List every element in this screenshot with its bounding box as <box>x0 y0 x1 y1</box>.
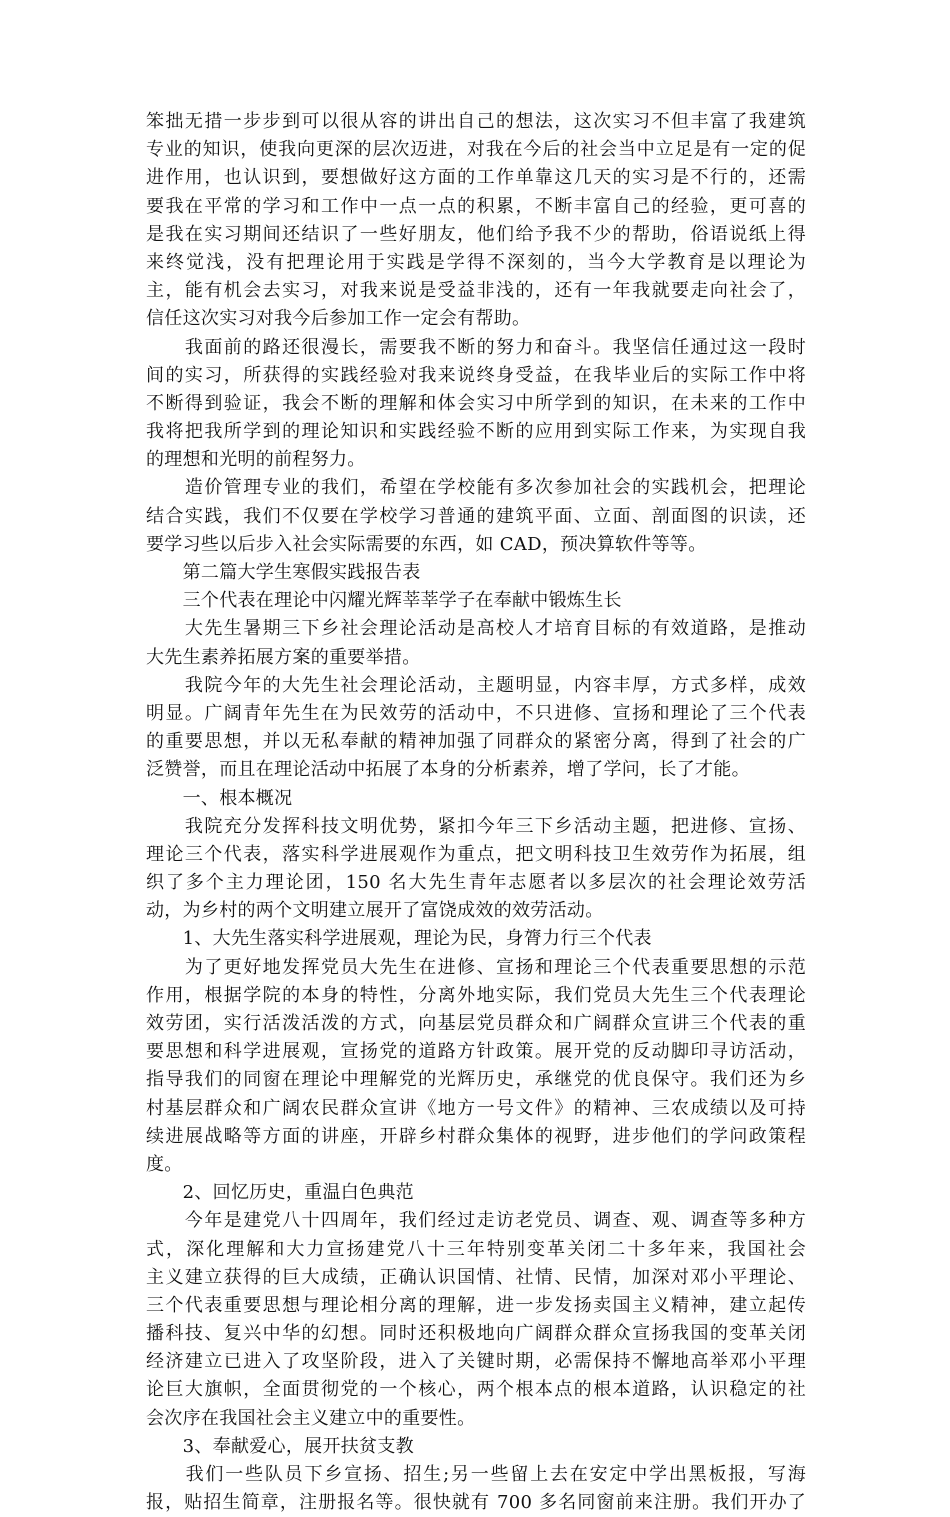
text-line: 三个代表在理论中闪耀光辉莘莘学子在奉献中锻炼生长 <box>146 590 622 612</box>
paragraph <box>146 1433 806 1461</box>
text-line: 要学习些以后步入社会实际需要的东西，如 CAD，预决算软件等等。 <box>146 533 707 555</box>
text-line: 一、根本概况 <box>146 787 293 809</box>
text-line: 结合实践，我们不仅要在学校学习普通的建筑平面、立面、剖面图的识读，还 <box>146 505 806 527</box>
text-line: 大先生暑期三下乡社会理论活动是高校人才培育目标的有效道路，是推动 <box>146 618 806 640</box>
paragraph <box>146 1179 806 1207</box>
text-line: 指导我们的同窗在理论中理解党的光辉历史，承继党的优良保守。我们还为乡 <box>146 1069 806 1091</box>
text-line: 报，贴招生简章，注册报名等。很快就有 700 多名同窗前来注册。我们开办了 <box>146 1492 806 1514</box>
text-line: 今年是建党八十四周年，我们经过走访老党员、调查、观、调查等多种方 <box>146 1210 806 1232</box>
text-line: 动，为乡村的两个文明建立展开了富饶成效的效劳活动。 <box>146 900 604 922</box>
paragraph <box>146 587 806 615</box>
text-line: 大先生素养拓展方案的重要举措。 <box>146 646 421 668</box>
paragraph <box>146 813 806 926</box>
text-line: 我院今年的大先生社会理论活动，主题明显，内容丰厚，方式多样，成效 <box>146 674 806 696</box>
text-line: 三个代表重要思想与理论相分离的理解，进一步发扬卖国主义精神，建立起传 <box>146 1294 806 1316</box>
text-line: 续进展战略等方面的讲座，开辟乡村群众集体的视野，进步他们的学问政策程 <box>146 1125 806 1147</box>
text-line: 的重要思想，并以无私奉献的精神加强了同群众的紧密分离，得到了社会的广 <box>146 731 806 753</box>
text-line: 要思想和科学进展观，宣扬党的道路方针政策。展开党的反动脚印寻访活动， <box>146 1041 806 1063</box>
text-line: 我院充分发挥科技文明优势，紧扣今年三下乡活动主题，把进修、宣扬、 <box>146 815 806 837</box>
text-line: 作用，根据学院的本身的特性，分离外地实际，我们党员大先生三个代表理论 <box>146 984 806 1006</box>
text-line: 会次序在我国社会主义建立中的重要性。 <box>146 1407 476 1429</box>
text-line: 式，深化理解和大力宣扬建党八十三年特别变革关闭二十多年来，我国社会 <box>146 1238 806 1260</box>
text-line: 我将把我所学到的理论知识和实践经验不断的应用到实际工作来，为实现自我 <box>146 421 806 443</box>
text-line: 是我在实习期间还结识了一些好朋友，他们给予我不少的帮助，俗语说纸上得 <box>146 223 806 245</box>
text-line: 来终觉浅，没有把理论用于实践是学得不深刻的，当今大学教育是以理论为 <box>146 251 806 273</box>
paragraph <box>146 615 806 671</box>
text-line: 第二篇大学生寒假实践报告表 <box>146 562 421 583</box>
paragraph <box>146 785 806 813</box>
text-line: 明显。广阔青年先生在为民效劳的活动中，不只进修、宣扬和理论了三个代表 <box>146 702 806 724</box>
paragraph <box>146 559 806 587</box>
text-line: 间的实习，所获得的实践经验对我来说终身受益，在我毕业后的实际工作中将 <box>146 364 806 386</box>
text-line: 专业的知识，使我向更深的层次迈进，对我在今后的社会当中立足是有一定的促 <box>146 139 806 161</box>
text-line: 主，能有机会去实习，对我来说是受益非浅的，还有一年我就要走向社会了， <box>146 280 806 302</box>
document-body <box>146 108 806 1517</box>
paragraph <box>146 1461 806 1517</box>
text-line: 经济建立已进入了攻坚阶段，进入了关键时期，必需保持不懈地高举邓小平理 <box>146 1351 806 1373</box>
text-line: 造价管理专业的我们，希望在学校能有多次参加社会的实践机会，把理论 <box>146 477 806 499</box>
text-line: 的理想和光明的前程努力。 <box>146 449 366 471</box>
text-line: 进作用，也认识到，要想做好这方面的工作单靠这几天的实习是不行的，还需 <box>146 167 806 189</box>
text-line: 2、回忆历史，重温白色典范 <box>146 1182 414 1204</box>
text-line: 我面前的路还很漫长，需要我不断的努力和奋斗。我坚信任通过这一段时 <box>146 336 806 358</box>
text-line: 1、大先生落实科学进展观，理论为民，身膂力行三个代表 <box>146 928 652 950</box>
paragraph <box>146 672 806 785</box>
paragraph <box>146 925 806 953</box>
text-line: 织了多个主力理论团，150 名大先生青年志愿者以多层次的社会理论效劳活 <box>146 872 806 894</box>
text-line: 村基层群众和广阔农民群众宣讲《地方一号文件》的精神、三农成绩以及可持 <box>146 1097 806 1119</box>
text-line: 3、奉献爱心，展开扶贫支教 <box>146 1435 414 1457</box>
text-line: 要我在平常的学习和工作中一点一点的积累，不断丰富自己的经验，更可喜的 <box>146 195 806 217</box>
text-line: 度。 <box>146 1153 183 1175</box>
paragraph <box>146 108 806 334</box>
text-line: 主义建立获得的巨大成绩，正确认识国情、社情、民情，加深对邓小平理论、 <box>146 1266 806 1288</box>
text-line: 播科技、复兴中华的幻想。同时还积极地向广阔群众群众宣扬我国的变革关闭 <box>146 1323 806 1345</box>
text-line: 理论三个代表，落实科学进展观作为重点，把文明科技卫生效劳作为拓展，组 <box>146 843 806 865</box>
text-line: 为了更好地发挥党员大先生在进修、宣扬和理论三个代表重要思想的示范 <box>146 956 806 978</box>
text-line: 不断得到验证，我会不断的理解和体会实习中所学到的知识，在未来的工作中 <box>146 392 806 414</box>
text-line: 笨拙无措一步步到可以很从容的讲出自己的想法，这次实习不但丰富了我建筑 <box>146 111 806 132</box>
paragraph <box>146 1207 806 1433</box>
paragraph <box>146 474 806 559</box>
text-line: 效劳团，实行活泼活泼的方式，向基层党员群众和广阔群众宣讲三个代表的重 <box>146 1013 806 1034</box>
paragraph <box>146 954 806 1180</box>
text-line: 信任这次实习对我今后参加工作一定会有帮助。 <box>146 308 531 330</box>
paragraph <box>146 334 806 475</box>
text-line: 论巨大旗帜，全面贯彻党的一个核心，两个根本点的根本道路，认识稳定的社 <box>146 1379 806 1401</box>
text-line: 我们一些队员下乡宣扬、招生;另一些留上去在安定中学出黑板报，写海 <box>146 1464 806 1485</box>
text-line: 泛赞誉，而且在理论活动中拓展了本身的分析素养，增了学问，长了才能。 <box>146 759 750 781</box>
